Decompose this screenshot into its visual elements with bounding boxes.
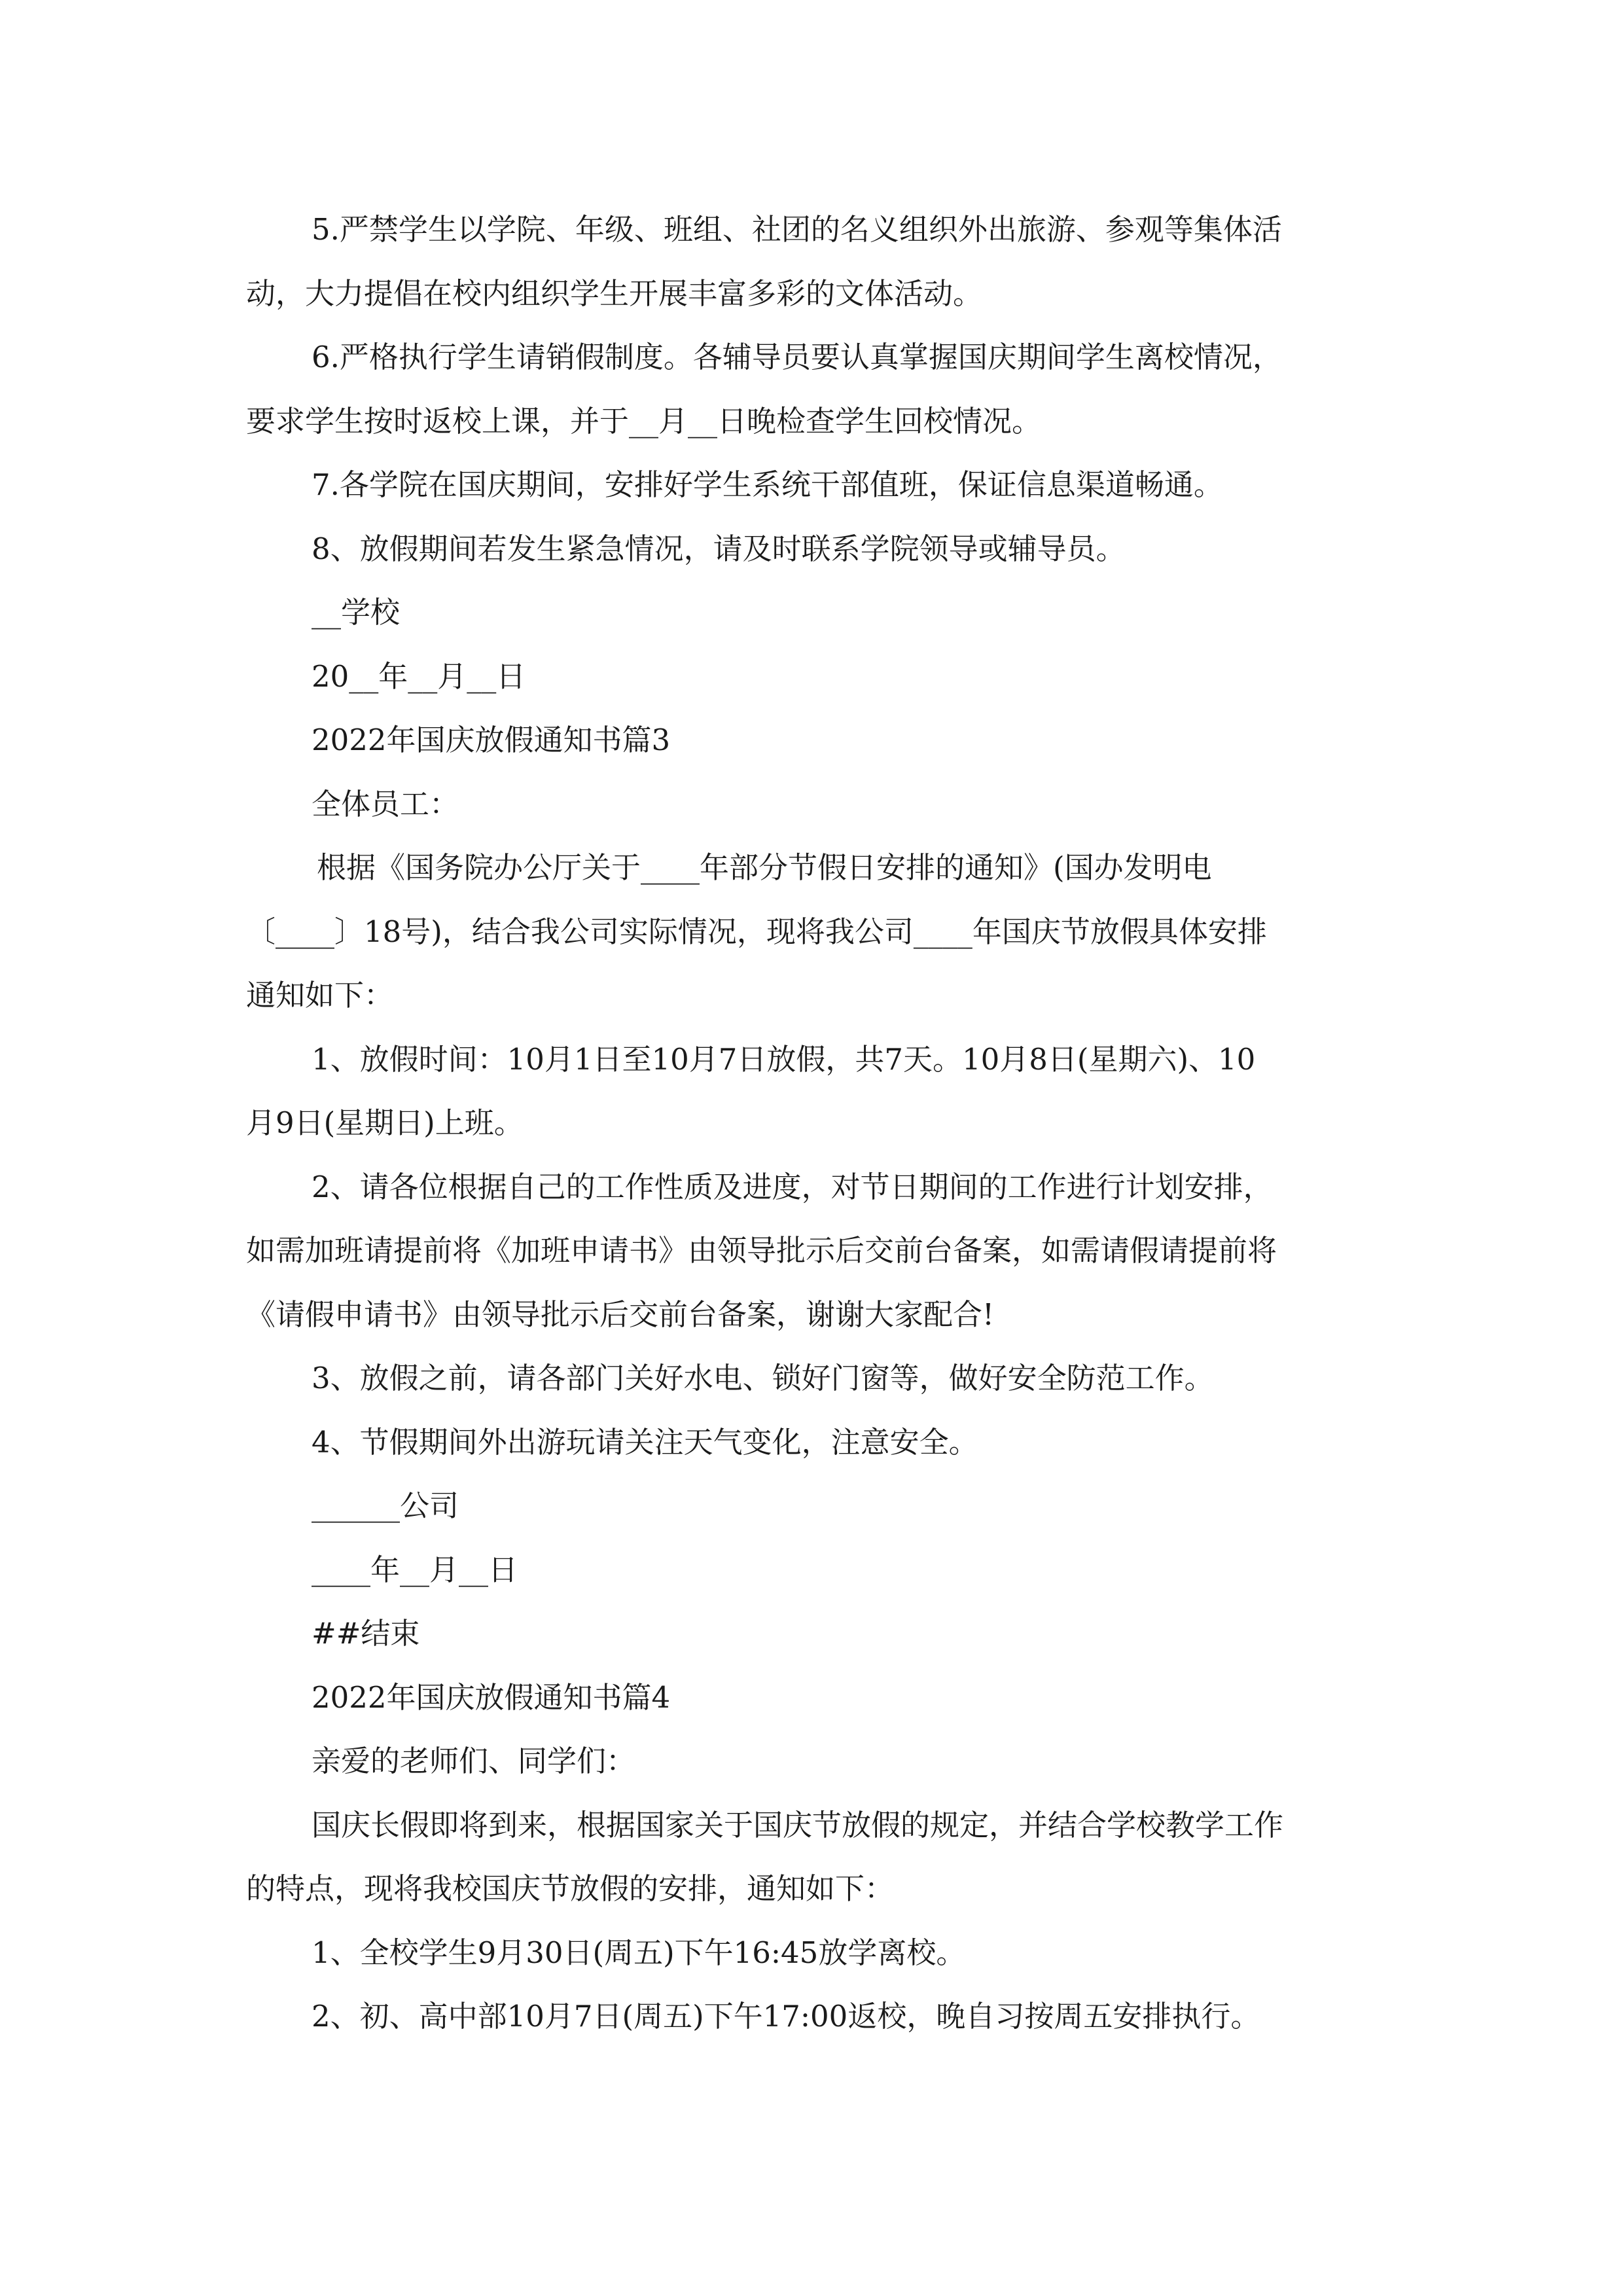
- paragraph-item-7: 7.各学院在国庆期间，安排好学生系统干部值班，保证信息渠道畅通。: [312, 467, 1223, 502]
- paragraph-item-5-line-2: 动，大力提倡在校内组织学生开展丰富多彩的文体活动。: [246, 276, 983, 311]
- section-3-item-4: 4、节假期间外出游玩请关注天气变化，注意安全。: [312, 1424, 978, 1460]
- section-3-title: 2022年国庆放假通知书篇3: [312, 723, 671, 757]
- section-3-item-2-line-2: 如需加班请提前将《加班申请书》由领导批示后交前台备案，如需请假请提前将: [246, 1233, 1277, 1268]
- school-date: 20__年__月__日: [312, 658, 526, 694]
- section-3-item-1-line-1: 1、放假时间：10月1日至10月7日放假，共7天。10月8日(星期六)、10: [312, 1041, 1256, 1077]
- paragraph-item-6-line-1: 6.严格执行学生请销假制度。各辅导员要认真掌握国庆期间学生离校情况，: [312, 340, 1282, 374]
- section-4-intro-line-2: 的特点，现将我校国庆节放假的安排，通知如下：: [246, 1871, 895, 1906]
- section-4-item-2: 2、初、高中部10月7日(周五)下午17:00返校，晚自习按周五安排执行。: [312, 1999, 1260, 2034]
- section-3-item-2-line-3: 《请假申请书》由领导批示后交前台备案，谢谢大家配合!: [246, 1297, 995, 1332]
- section-4-salutation: 亲爱的老师们、同学们：: [312, 1744, 636, 1778]
- school-signature: __学校: [312, 595, 401, 630]
- section-3-intro-line-2: 〔____〕18号)，结合我公司实际情况，现将我公司____年国庆节放假具体安排: [246, 914, 1267, 949]
- section-3-item-3: 3、放假之前，请各部门关好水电、锁好门窗等，做好安全防范工作。: [312, 1361, 1214, 1395]
- section-3-item-1-line-2: 月9日(星期日)上班。: [246, 1105, 524, 1140]
- paragraph-item-8: 8、放假期间若发生紧急情况，请及时联系学院领导或辅导员。: [312, 531, 1126, 566]
- section-3-intro-line-1: 根据《国务院办公厅关于____年部分节假日安排的通知》(国办发明电: [317, 850, 1212, 885]
- section-end-marker: ##结束: [312, 1616, 420, 1651]
- section-3-salutation: 全体员工：: [312, 786, 459, 821]
- section-4-item-1: 1、全校学生9月30日(周五)下午16:45放学离校。: [312, 1935, 966, 1970]
- paragraph-item-6-line-2: 要求学生按时返校上课，并于__月__日晚检查学生回校情况。: [246, 403, 1042, 439]
- document-body: [246, 198, 1404, 2049]
- company-signature: ______公司: [312, 1488, 459, 1523]
- section-3-item-2-line-1: 2、请各位根据自己的工作性质及进度，对节日期间的工作进行计划安排，: [312, 1169, 1273, 1204]
- section-4-intro-line-1: 国庆长假即将到来，根据国家关于国庆节放假的规定，并结合学校教学工作: [312, 1807, 1284, 1842]
- paragraph-item-5-line-1: 5.严禁学生以学院、年级、班组、社团的名义组织外出旅游、参观等集体活: [312, 212, 1282, 247]
- section-4-title: 2022年国庆放假通知书篇4: [312, 1679, 671, 1715]
- section-3-intro-line-3: 通知如下：: [246, 978, 394, 1013]
- company-date: ____年__月__日: [312, 1552, 518, 1587]
